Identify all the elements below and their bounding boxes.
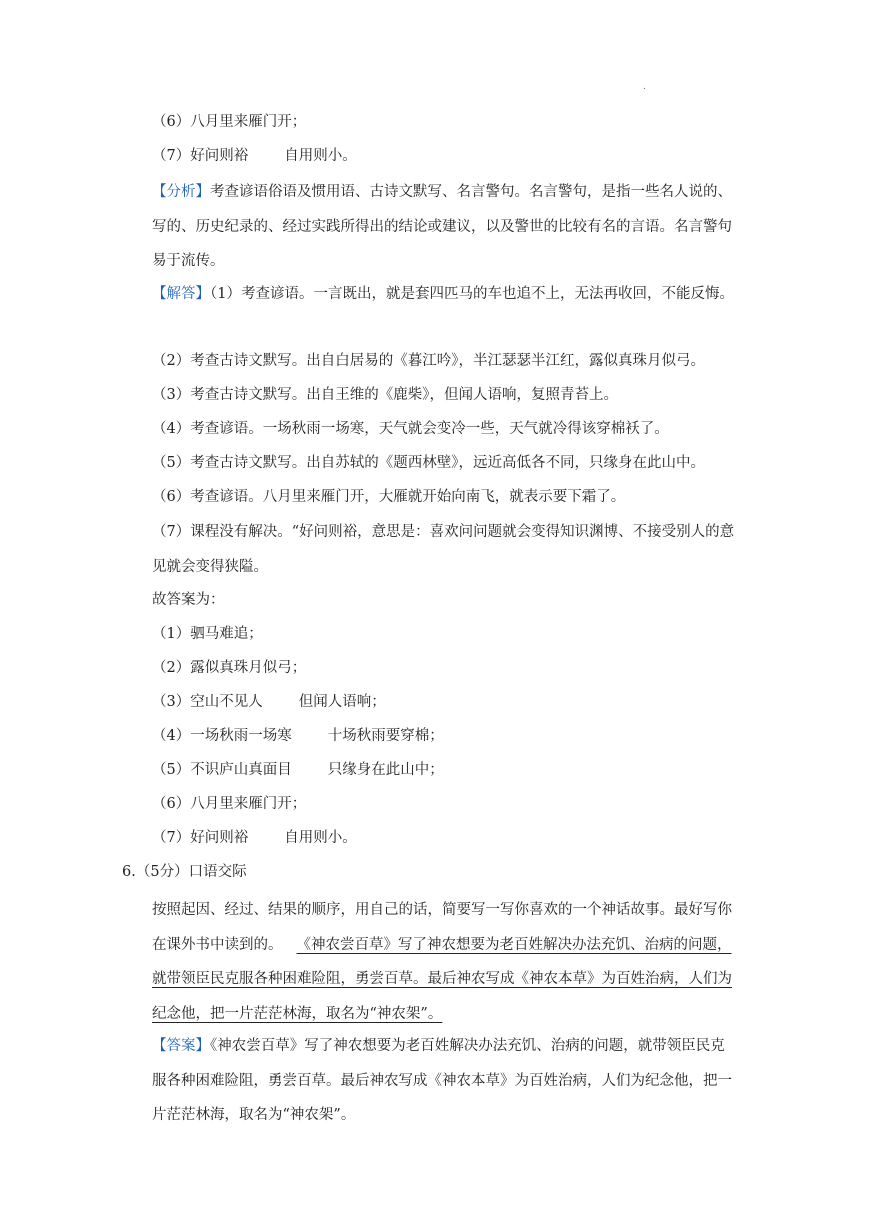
final-answer-5 bbox=[152, 760, 444, 780]
solution-text-1: （1）考查谚语。一言既出，就是套四匹马的车也追不上，无法再收回，不能反悔。 bbox=[210, 286, 734, 302]
answer-line-7 bbox=[152, 146, 357, 166]
final-answer-6: （6）八月里来雁门开； bbox=[152, 796, 307, 812]
final-answer-7b: 自用则小。 bbox=[284, 830, 357, 846]
analysis-paragraph bbox=[152, 175, 738, 279]
solution-paragraph-1 bbox=[152, 277, 738, 312]
final-answer-5a: （5）不识庐山真面目 bbox=[152, 762, 292, 778]
question-6-number: 6. bbox=[122, 864, 136, 880]
final-answer-4a: （4）一场秋雨一场寒 bbox=[152, 728, 292, 744]
solution-line-4: （4）考查谚语。一场秋雨一场寒，天气就会变冷一些，天气就冷得该穿棉袄了。 bbox=[152, 421, 669, 437]
final-answer-3b: 但闻人语响； bbox=[298, 694, 386, 710]
answer-7-part1: （7）好问则裕 bbox=[152, 148, 249, 164]
answer-text: 《神农尝百草》写了神农想要为老百姓解决办法充饥、治病的问题，就带领臣民克服各种困难险阻，勇尝百草。最后神农写成《神农本草》为百姓治病，人们为纪念他，把一片茫茫林海，取名为“神农架”。 bbox=[152, 1038, 732, 1123]
final-answer-2: （2）露似真珠月似弓； bbox=[152, 660, 307, 676]
final-answer-7a: （7）好问则裕 bbox=[152, 830, 249, 846]
analysis-text: 考查谚语俗语及惯用语、古诗文默写、名言警句。名言警句，是指一些名人说的、写的、历史纪录的、经过实践所得出的结论或建议，以及警世的比较有名的言语。名言警句易于流传。 bbox=[152, 184, 732, 269]
final-answer-4 bbox=[152, 726, 444, 746]
solution-line-2: （2）考查古诗文默写。出自白居易的《暮江吟》，半江瑟瑟半江红，露似真珠月似弓。 bbox=[152, 353, 705, 369]
page-dot: . bbox=[643, 82, 646, 92]
answer-tag: 【答案】 bbox=[152, 1038, 210, 1054]
question-6-prompt: 按照起因、经过、结果的顺序，用自己的话，简要写一写你喜欢的一个神话故事。最好写你在课外书中读到的。 bbox=[152, 902, 732, 953]
final-answer-4b: 十场秋雨要穿棉； bbox=[327, 728, 444, 744]
question-6-title: （5分）口语交际 bbox=[135, 864, 247, 880]
answer-line-6: （6）八月里来雁门开； bbox=[152, 114, 307, 130]
final-answer-1: （1）驷马难追； bbox=[152, 626, 263, 642]
question-6-answer bbox=[152, 1029, 738, 1133]
so-answer-label: 故答案为： bbox=[152, 592, 225, 608]
final-answer-5b: 只缘身在此山中； bbox=[327, 762, 444, 778]
question-6-body bbox=[152, 893, 738, 1031]
question-6-header bbox=[122, 862, 247, 882]
analysis-tag: 【分析】 bbox=[152, 184, 210, 200]
final-answer-7 bbox=[152, 828, 357, 848]
solution-line-3: （3）考查古诗文默写。出自王维的《鹿柴》，但闻人语响，复照青苔上。 bbox=[152, 387, 618, 403]
final-answer-3 bbox=[152, 692, 386, 712]
solution-paragraph-7: （7）课程没有解决。“好问则裕，意思是：喜欢问问题就会变得知识渊博、不接受别人的意见就会变得狭隘。 bbox=[152, 524, 735, 575]
solution-line-5: （5）考查古诗文默写。出自苏轼的《题西林壁》，远近高低各不同，只缘身在此山中。 bbox=[152, 455, 705, 471]
solution-tag: 【解答】 bbox=[152, 286, 210, 302]
solution-line-6: （6）考查谚语。八月里来雁门开，大雁就开始向南飞，就表示要下霜了。 bbox=[152, 489, 626, 505]
final-answer-3a: （3）空山不见人 bbox=[152, 694, 263, 710]
answer-7-part2: 自用则小。 bbox=[284, 148, 357, 164]
question-6-filled-answer: 《神农尝百草》写了神农想要为老百姓解决办法充饥、治病的问题，就带领臣民克服各种困难险阻，勇尝百草。最后神农写成《神农本草》为百姓治病，人们为纪念他，把一片茫茫林海，取名为“神农架”。 bbox=[152, 936, 732, 1022]
